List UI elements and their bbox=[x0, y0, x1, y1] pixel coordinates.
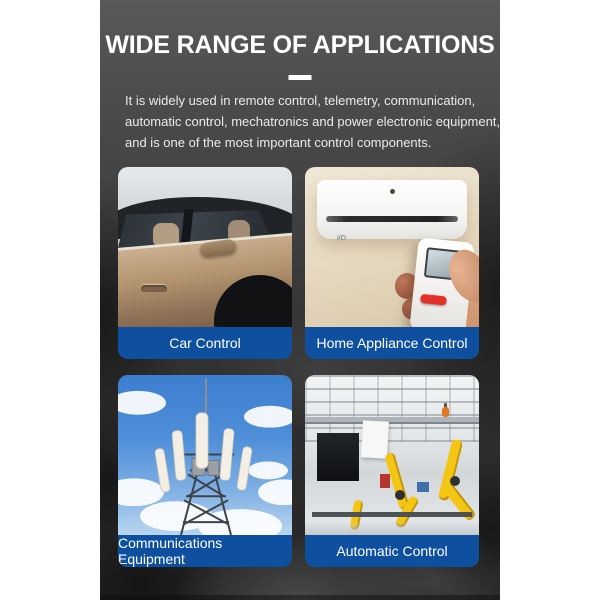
factory-blue-box-shape bbox=[417, 482, 429, 492]
panel-label-automatic-control: Automatic Control bbox=[305, 535, 479, 567]
air-conditioner-photo bbox=[305, 167, 479, 327]
panel-label-home-appliance-control: Home Appliance Control bbox=[305, 327, 479, 359]
description-paragraph bbox=[125, 90, 500, 153]
ac-sensor-dot bbox=[390, 189, 395, 194]
antenna-tower-drawing bbox=[118, 375, 292, 535]
description-line: and is one of the most important control components. bbox=[125, 135, 432, 150]
car-seat-shape bbox=[153, 223, 179, 245]
panel-label-car-control: Car Control bbox=[118, 327, 292, 359]
panel-communications-equipment bbox=[118, 375, 292, 567]
air-conditioner-unit-shape bbox=[317, 180, 467, 239]
description-line: automatic control, mechatronics and power electronic equipment, bbox=[125, 114, 501, 129]
description-line: It is widely used in remote control, telemetry, communication, bbox=[125, 93, 476, 108]
dark-textured-stage bbox=[100, 0, 500, 600]
panel-automatic-control bbox=[305, 375, 479, 567]
factory-automation-photo bbox=[305, 375, 479, 535]
panel-car-control bbox=[118, 167, 292, 359]
antenna-tower-photo bbox=[118, 375, 292, 535]
robot-joint-shape bbox=[450, 476, 460, 486]
panel-home-appliance-control bbox=[305, 167, 479, 359]
panel-label-communications-equipment: Communications Equipment bbox=[118, 535, 292, 567]
factory-floor-shade bbox=[305, 521, 479, 535]
car-door-handle-shape bbox=[141, 285, 167, 292]
factory-white-sheet-shape bbox=[361, 421, 389, 459]
title-underline-dash bbox=[289, 75, 312, 80]
remote-power-label: i/O bbox=[336, 234, 347, 243]
factory-red-box-shape bbox=[380, 474, 390, 488]
factory-conveyor-shape bbox=[312, 512, 472, 517]
car-photo bbox=[118, 167, 292, 327]
factory-beam-shape bbox=[305, 417, 479, 424]
page-title: WIDE RANGE OF APPLICATIONS bbox=[105, 31, 495, 59]
factory-dark-panel-shape bbox=[317, 433, 359, 481]
ac-vent-shape bbox=[326, 216, 458, 222]
factory-signal-lamp bbox=[442, 407, 449, 417]
remote-red-button-shape bbox=[420, 294, 447, 306]
